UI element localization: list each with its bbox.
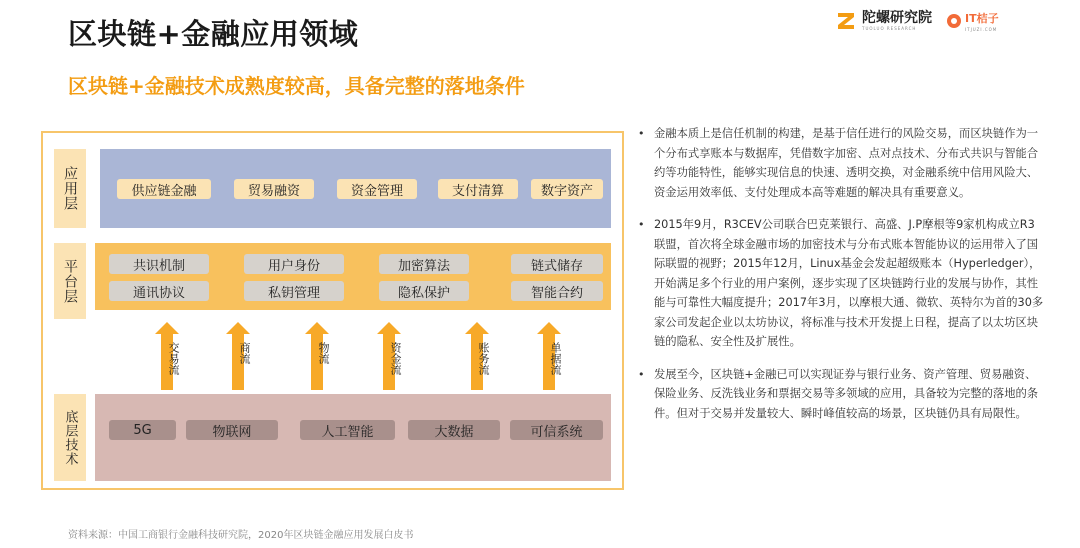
- app-item: 资金管理: [337, 179, 417, 199]
- base-item: 物联网: [186, 420, 278, 440]
- tuoluo-brand-sub: TUOLUO RESEARCH: [862, 26, 917, 31]
- base-item: 大数据: [408, 420, 500, 440]
- app-layer-label: 应用层: [54, 149, 86, 228]
- platform-layer-band: [95, 243, 611, 310]
- base-item: 人工智能: [300, 420, 395, 440]
- bullet-dot-icon: •: [638, 367, 645, 381]
- flow-label: 交易流: [167, 342, 180, 375]
- platform-item: 用户身份: [244, 254, 344, 274]
- flow-label: 账务流: [477, 342, 490, 375]
- flow-arrow: [305, 322, 329, 390]
- itjuzi-brand: [946, 10, 999, 32]
- base-item: 可信系统: [510, 420, 603, 440]
- platform-layer-label: 平台层: [54, 243, 86, 319]
- base-item: 5G: [109, 420, 176, 440]
- flow-label: 物流: [317, 342, 330, 364]
- app-item: 数字资产: [531, 179, 603, 199]
- platform-item: 隐私保护: [379, 281, 469, 301]
- platform-item: 智能合约: [511, 281, 603, 301]
- bullet-item: • 2015年9月，R3CEV公司联合巴克莱银行、高盛、J.P摩根等9家机构成立R3联盟，首次将全球金融市场的加密技术与分布式账本智能协议的运用带入了国际联盟的视野；2015年12月，Linux基金会发起超级账本（Hyperledger），开始满足多个行业的用户案例，逐步实现了区块链跨行业的发展与协作，其性能与可靠性大幅度提升；2017年3月，以摩根大通、微软、英特尔为首的30多家公司发起企业以太坊协议，将标准与技术开发提上日程，提高了以太坊区块链的隐私、安全性及扩展性。: [638, 215, 1044, 352]
- flow-label: 资金流: [389, 342, 402, 375]
- platform-item: 私钥管理: [244, 281, 344, 301]
- bullet-dot-icon: •: [638, 127, 645, 140]
- page-subtitle: 区块链+金融技术成熟度较高，具备完整的落地条件: [68, 74, 525, 98]
- flow-label: 商流: [238, 342, 251, 364]
- base-layer-label: 底层技术: [54, 394, 86, 481]
- itjuzi-brand-name: IT桔子: [965, 12, 999, 25]
- page-title: 区块链+金融应用领域: [68, 17, 359, 51]
- itjuzi-brand-sub: ITJUZI.COM: [965, 27, 998, 32]
- logo-bar: [836, 8, 999, 34]
- flow-arrow: [226, 322, 250, 390]
- tuoluo-brand-name: 陀螺研究院: [862, 10, 932, 26]
- flow-arrow: [377, 322, 401, 390]
- platform-item: 加密算法: [379, 254, 469, 274]
- bullet-dot-icon: •: [638, 218, 645, 231]
- source-note: 资料来源：中国工商银行金融科技研究院，2020年区块链金融应用发展白皮书: [68, 530, 414, 541]
- flow-arrow: [155, 322, 179, 390]
- flow-label: 单据流: [549, 342, 562, 375]
- base-layer-band: [95, 394, 611, 481]
- app-item: 支付清算: [438, 179, 518, 199]
- bullet-item: • 金融本质上是信任机制的构建，是基于信任进行的风险交易，而区块链作为一个分布式享账本与数据库，凭借数字加密、点对点技术、分布式共识与智能合约等功能特性，能够实现信息的快速、透明交换，对金融系统中信用风险大、资金运用效率低、支付处理成本高等难题的解决具有重要意义。: [638, 124, 1044, 202]
- itjuzi-logo-icon: [946, 13, 962, 29]
- flow-arrow: [537, 322, 561, 390]
- architecture-diagram: [41, 131, 624, 490]
- flow-arrow: [465, 322, 489, 390]
- app-layer-band: [100, 149, 611, 228]
- tuoluo-logo-icon: [836, 11, 856, 31]
- bullet-list: [638, 124, 1044, 436]
- platform-item: 共识机制: [109, 254, 209, 274]
- platform-item: 链式储存: [511, 254, 603, 274]
- platform-item: 通讯协议: [109, 281, 209, 301]
- bullet-item: • 发展至今，区块链+金融已可以实现证券与银行业务、资产管理、贸易融资、保险业务、反洗钱业务和票据交易等多领域的应用，具备较为完整的落地的条件。但对于交易并发量较大、瞬时峰值较高的场景，区块链仍具有局限性。: [638, 365, 1044, 424]
- app-item: 贸易融资: [234, 179, 314, 199]
- tuoluo-brand: [862, 11, 932, 31]
- app-item: 供应链金融: [117, 179, 211, 199]
